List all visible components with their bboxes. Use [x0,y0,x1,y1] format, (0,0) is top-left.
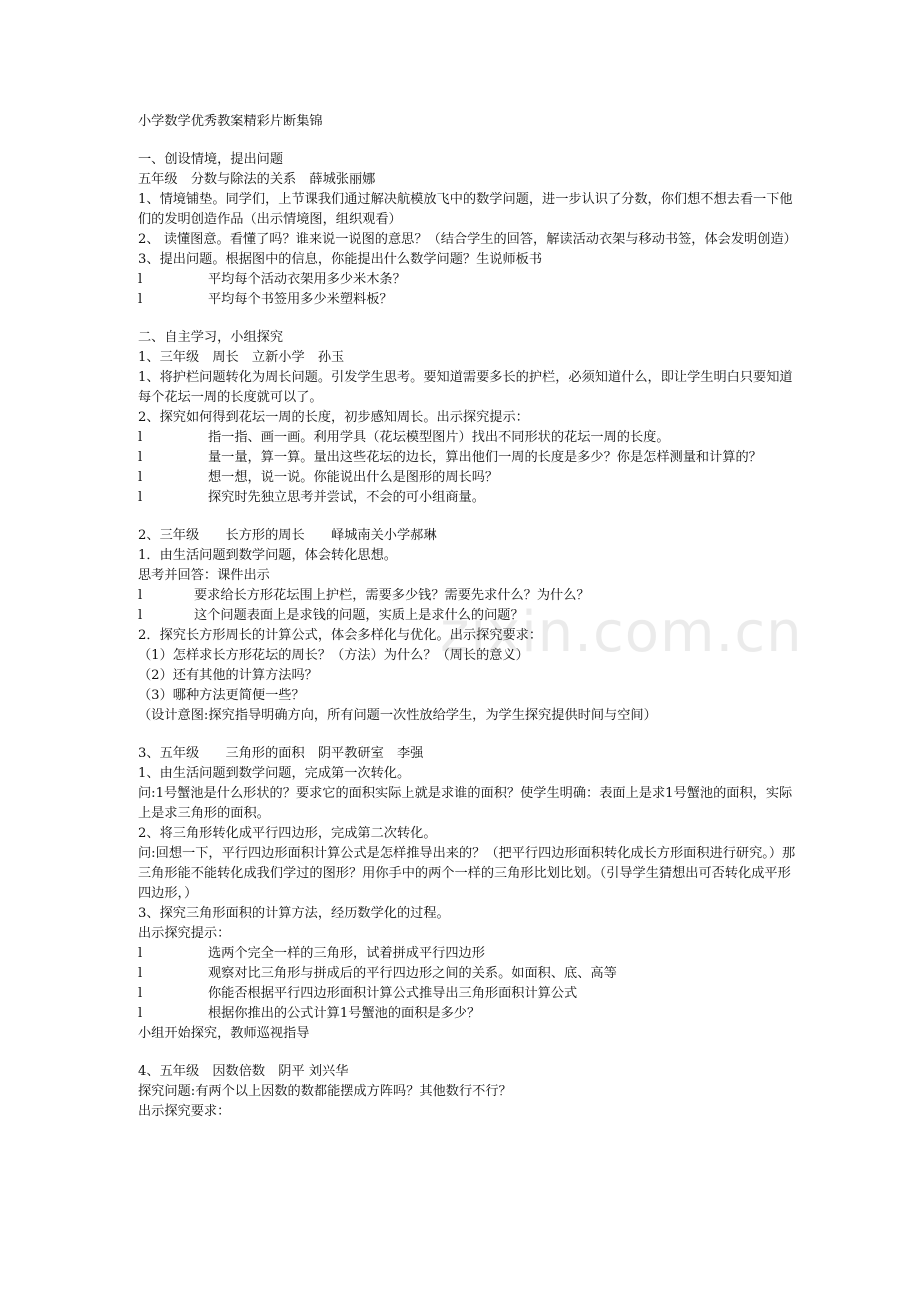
spacer [138,508,798,526]
bullet-mark: l [138,292,143,307]
list-item-text: 平均每个书签用多少米塑料板？ [208,292,393,307]
paragraph: 出示探究提示： [138,926,231,941]
paragraph: （1）怎样求长方形花坛的周长？（方法）为什么？（周长的意义） [138,648,529,663]
paragraph: 2、探究如何得到花坛一周的长度，初步感知周长。出示探究提示： [138,410,529,425]
spacer [138,132,798,150]
section-heading: 一、创设情境，提出问题 [138,152,284,167]
bullet-mark: l [138,430,143,445]
list-item-text: 平均每个活动衣架用多少米木条？ [208,272,406,287]
list-item [138,984,798,1004]
list-item-text: 这个问题表面上是求钱的问题，实质上是求什么的问题？ [194,608,524,623]
lesson-heading: 3、五年级 三角形的面积 阴平教研室 李强 [138,746,424,761]
paragraph: （设计意图:探究指导明确方向，所有问题一次性放给学生，为学生探究提供时间与空间） [138,708,657,723]
bullet-mark: l [138,966,143,981]
lesson-heading: 4、五年级 因数倍数 阴平 刘兴华 [138,1064,349,1079]
bullet-mark: l [138,1006,143,1021]
paragraph: 问:1号蟹池是什么形状的？要求它的面积实际上就是求谁的面积？使学生明确：表面上是求1号蟹池的面积，实际上是求三角形的面积。 [138,786,793,821]
paragraph: （2）还有其他的计算方法吗？ [138,668,318,683]
list-item-text: 量一量，算一算。量出这些花坛的边长，算出他们一周的长度是多少？你是怎样测量和计算的？ [208,450,762,465]
lesson-heading: 五年级 分数与除法的关系 薛城张丽娜 [138,172,376,187]
list-item [138,448,798,468]
list-item-text: 指一指、画一画。利用学具（花坛模型图片）找出不同形状的花坛一周的长度。 [208,430,670,445]
document-body [138,112,798,1122]
list-item-text: 探究时先独立思考并尝试，不会的可小组商量。 [208,490,485,505]
paragraph: 3、提出问题。根据图中的信息，你能提出什么数学问题？生说师板书 [138,252,543,267]
list-item [138,606,798,626]
list-item [138,290,798,310]
paragraph: 探究问题:有两个以上因数的数都能摆成方阵吗？其他数行不行？ [138,1084,512,1099]
bullet-mark: l [138,608,143,623]
paragraph: （3）哪种方法更简便一些？ [138,688,305,703]
list-item [138,944,798,964]
paragraph: 2、将三角形转化成平行四边形，完成第二次转化。 [138,826,437,841]
paragraph: 1、将护栏问题转化为周长问题。引发学生思考。要知道需要多长的护栏，必须知道什么，即让学生明白只要知道每个花坛一周的长度就可以了。 [138,370,793,405]
paragraph: 2．探究长方形周长的计算公式，体会多样化与优化。出示探究要求： [138,628,543,643]
paragraph: 思考并回答：课件出示 [138,568,270,583]
bullet-mark: l [138,588,143,603]
list-item-text: 观察对比三角形与拼成后的平行四边形之间的关系。如面积、底、高等 [208,966,617,981]
list-item-text: 想一想，说一说。你能说出什么是图形的周长吗？ [208,470,499,485]
paragraph: 小组开始探究，教师巡视指导 [138,1026,310,1041]
list-item [138,428,798,448]
list-item-text: 你能否根据平行四边形面积计算公式推导出三角形面积计算公式 [208,986,578,1001]
paragraph: 问:回想一下，平行四边形面积计算公式是怎样推导出来的？（把平行四边形面积转化成长方形面积进行研究。）那三角形能不能转化成我们学过的图形？用你手中的两个一样的三角形比划比划。（引导学生猜想出可否转化成平形四边形，） [138,846,796,901]
list-item-text: 要求给长方形花坛围上护栏，需要多少钱？需要先求什么？为什么？ [194,588,590,603]
doc-title: 小学数学优秀教案精彩片断集锦 [138,114,323,129]
bullet-mark: l [138,986,143,1001]
list-item [138,1004,798,1024]
bullet-mark: l [138,450,143,465]
bullet-mark: l [138,946,143,961]
paragraph: 出示探究要求： [138,1104,231,1119]
list-item [138,468,798,488]
bullet-mark: l [138,470,143,485]
paragraph: 2、 读懂图意。看懂了吗？谁来说一说图的意思？（结合学生的回答，解读活动衣架与移动书签，体会发明创造） [138,232,797,247]
bullet-mark: l [138,490,143,505]
lesson-heading: 2、三年级 长方形的周长 峄城南关小学郝琳 [138,528,437,543]
spacer [138,310,798,328]
paragraph: 1、由生活问题到数学问题，完成第一次转化。 [138,766,411,781]
paragraph: 3、探究三角形面积的计算方法，经历数学化的过程。 [138,906,450,921]
watermark: zixin.com.cn [440,600,803,665]
bullet-mark: l [138,272,143,287]
list-item-text: 选两个完全一样的三角形，试着拼成平行四边形 [208,946,485,961]
list-item [138,964,798,984]
section-heading: 二、自主学习，小组探究 [138,330,284,345]
list-item [138,586,798,606]
list-item-text: 根据你推出的公式计算1号蟹池的面积是多少？ [208,1006,481,1021]
list-item [138,270,798,290]
paragraph: 1．由生活问题到数学问题，体会转化思想。 [138,548,397,563]
spacer [138,1044,798,1062]
spacer [138,726,798,744]
paragraph: 1、情境铺垫。同学们，上节课我们通过解决航模放飞中的数学问题，进一步认识了分数，你们想不想去看一下他们的发明创造作品（出示情境图，组织观看） [138,192,793,227]
list-item [138,488,798,508]
lesson-heading: 1、三年级 周长 立新小学 孙玉 [138,350,345,365]
